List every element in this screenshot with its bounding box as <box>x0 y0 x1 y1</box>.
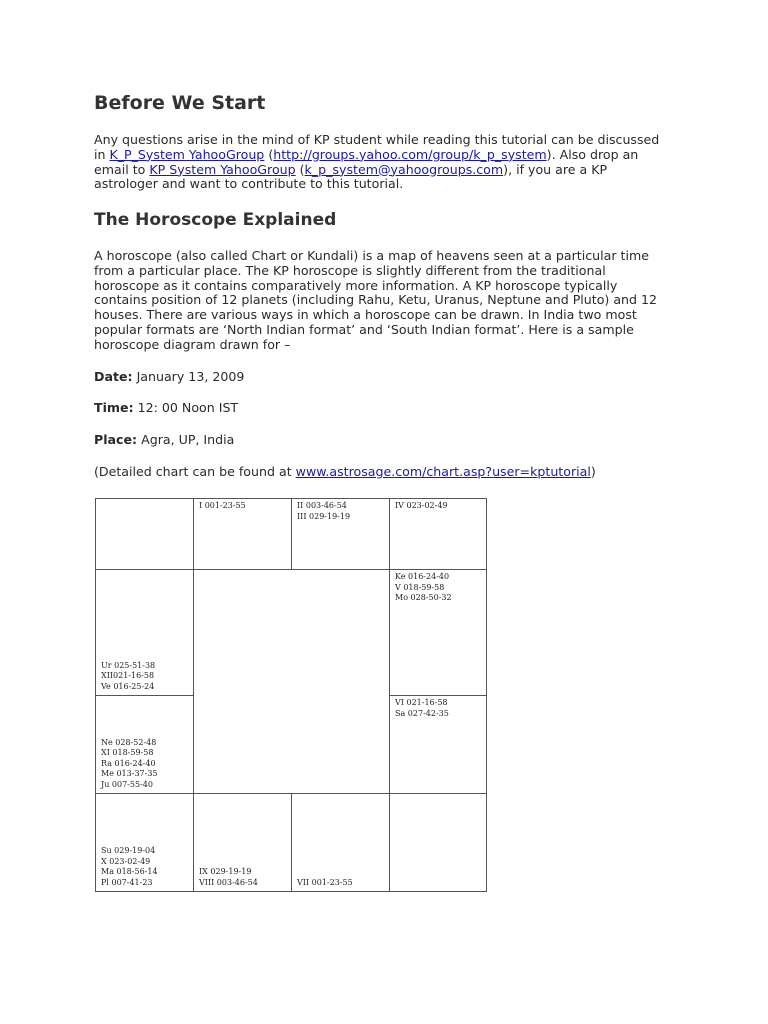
link-kp-yahoogroup[interactable]: K_P_System YahooGroup <box>109 146 265 162</box>
link-kp-system-yahoogroup[interactable]: KP System YahooGroup <box>149 161 296 177</box>
chart-cell-r2c1 <box>95 569 194 696</box>
link-groups-yahoo-url[interactable]: http://groups.yahoo.com/group/k_p_system <box>273 146 547 162</box>
intro-text-4: ( <box>295 161 305 177</box>
heading-before-we-start: Before We Start <box>94 92 266 114</box>
chart-cell-r1c1 <box>95 498 194 570</box>
chart-note-suffix: ) <box>590 464 596 479</box>
date-label: Date: <box>94 369 133 384</box>
chart-position-text: III 029-19-19 <box>297 511 351 521</box>
chart-position-text: Ke 016-24-40 <box>395 572 450 581</box>
chart-position-text: IV 023-02-49 <box>395 501 448 510</box>
chart-position-text: IX 029-19-19 <box>199 867 252 876</box>
chart-cell-r1c3 <box>291 498 390 570</box>
chart-position-text: Me 013-37-35 <box>101 769 158 778</box>
chart-cell-r3c4 <box>389 695 487 794</box>
intro-text-2: ( <box>264 146 274 162</box>
chart-position-text: XI 018-59-58 <box>101 748 154 757</box>
chart-cell-r1c2 <box>193 498 292 570</box>
date-line <box>94 369 244 384</box>
chart-position-text: VII 001-23-55 <box>297 877 353 887</box>
place-value: Agra, UP, India <box>137 432 235 447</box>
chart-position-text: XII021-16-58 <box>101 671 155 680</box>
horoscope-chart <box>95 498 487 892</box>
place-label: Place: <box>94 432 138 447</box>
chart-position-text: Sa 027-42-35 <box>395 708 449 718</box>
chart-cell-r4c4 <box>389 793 487 892</box>
chart-position-text: I 001-23-55 <box>199 501 246 510</box>
chart-position-text: VIII 003-46-54 <box>199 877 258 887</box>
chart-cell-r4c2 <box>193 793 292 892</box>
chart-position-text: V 018-59-58 <box>395 582 445 592</box>
chart-cell-r4c3 <box>291 793 390 892</box>
time-label: Time: <box>94 400 134 415</box>
chart-position-text: Ma 018-56-14 <box>101 867 158 876</box>
chart-position-text: X 023-02-49 <box>101 856 151 866</box>
chart-note <box>94 464 596 479</box>
link-astrosage-chart[interactable]: www.astrosage.com/chart.asp?user=kptutorial <box>295 464 591 479</box>
horoscope-paragraph: A horoscope (also called Chart or Kundali) is a map of heavens seen at a particular time from a particular place. The KP horoscope is slightly different from the traditional horoscope as it contains comparatively more information. A KP horoscope typically contains position of 12 planets (including Rahu, Ketu, Uranus, Neptune and Pluto) and 12 houses. There are various ways in which a horoscope can be drawn. In India two most popular formats are ‘North Indian format’ and ‘South Indian format’. Here is a sample horoscope diagram drawn for – <box>94 248 658 352</box>
time-value: 12: 00 Noon IST <box>133 400 239 415</box>
intro-text-1: Any questions arise in the mind of KP student while reading this tutorial can be discussed in <box>94 132 660 162</box>
chart-position-text: Pl 007-41-23 <box>101 877 153 887</box>
chart-position-text: Mo 028-50-32 <box>395 593 452 602</box>
chart-position-text: Ur 025-51-38 <box>101 660 156 670</box>
time-line <box>94 400 238 415</box>
intro-paragraph <box>94 133 674 192</box>
intro-text-3: ). Also drop an email to <box>94 146 639 177</box>
chart-cell-r1c4 <box>389 498 487 570</box>
chart-cell-r2c4 <box>389 569 487 696</box>
chart-cell-r3c1 <box>95 695 194 794</box>
chart-note-prefix: (Detailed chart can be found at <box>94 464 296 479</box>
date-value: January 13, 2009 <box>132 369 245 384</box>
chart-position-text: Su 029-19-04 <box>101 846 156 855</box>
chart-center <box>193 569 390 794</box>
chart-position-text: Ra 016-24-40 <box>101 758 156 768</box>
heading-horoscope-explained: The Horoscope Explained <box>94 210 337 230</box>
chart-position-text: VI 021-16-58 <box>395 698 448 707</box>
chart-position-text: Ve 016-25-24 <box>101 681 155 691</box>
chart-position-text: II 003-46-54 <box>297 501 347 510</box>
chart-position-text: Ne 028-52-48 <box>101 737 157 747</box>
chart-cell-r4c1 <box>95 793 194 892</box>
intro-text-5: ), if you are a KP astrologer and want to contribute to this tutorial. <box>94 161 608 192</box>
chart-position-text: Ju 007-55-40 <box>101 779 153 789</box>
place-line <box>94 432 234 447</box>
link-email[interactable]: k_p_system@yahoogroups.com <box>304 161 504 177</box>
